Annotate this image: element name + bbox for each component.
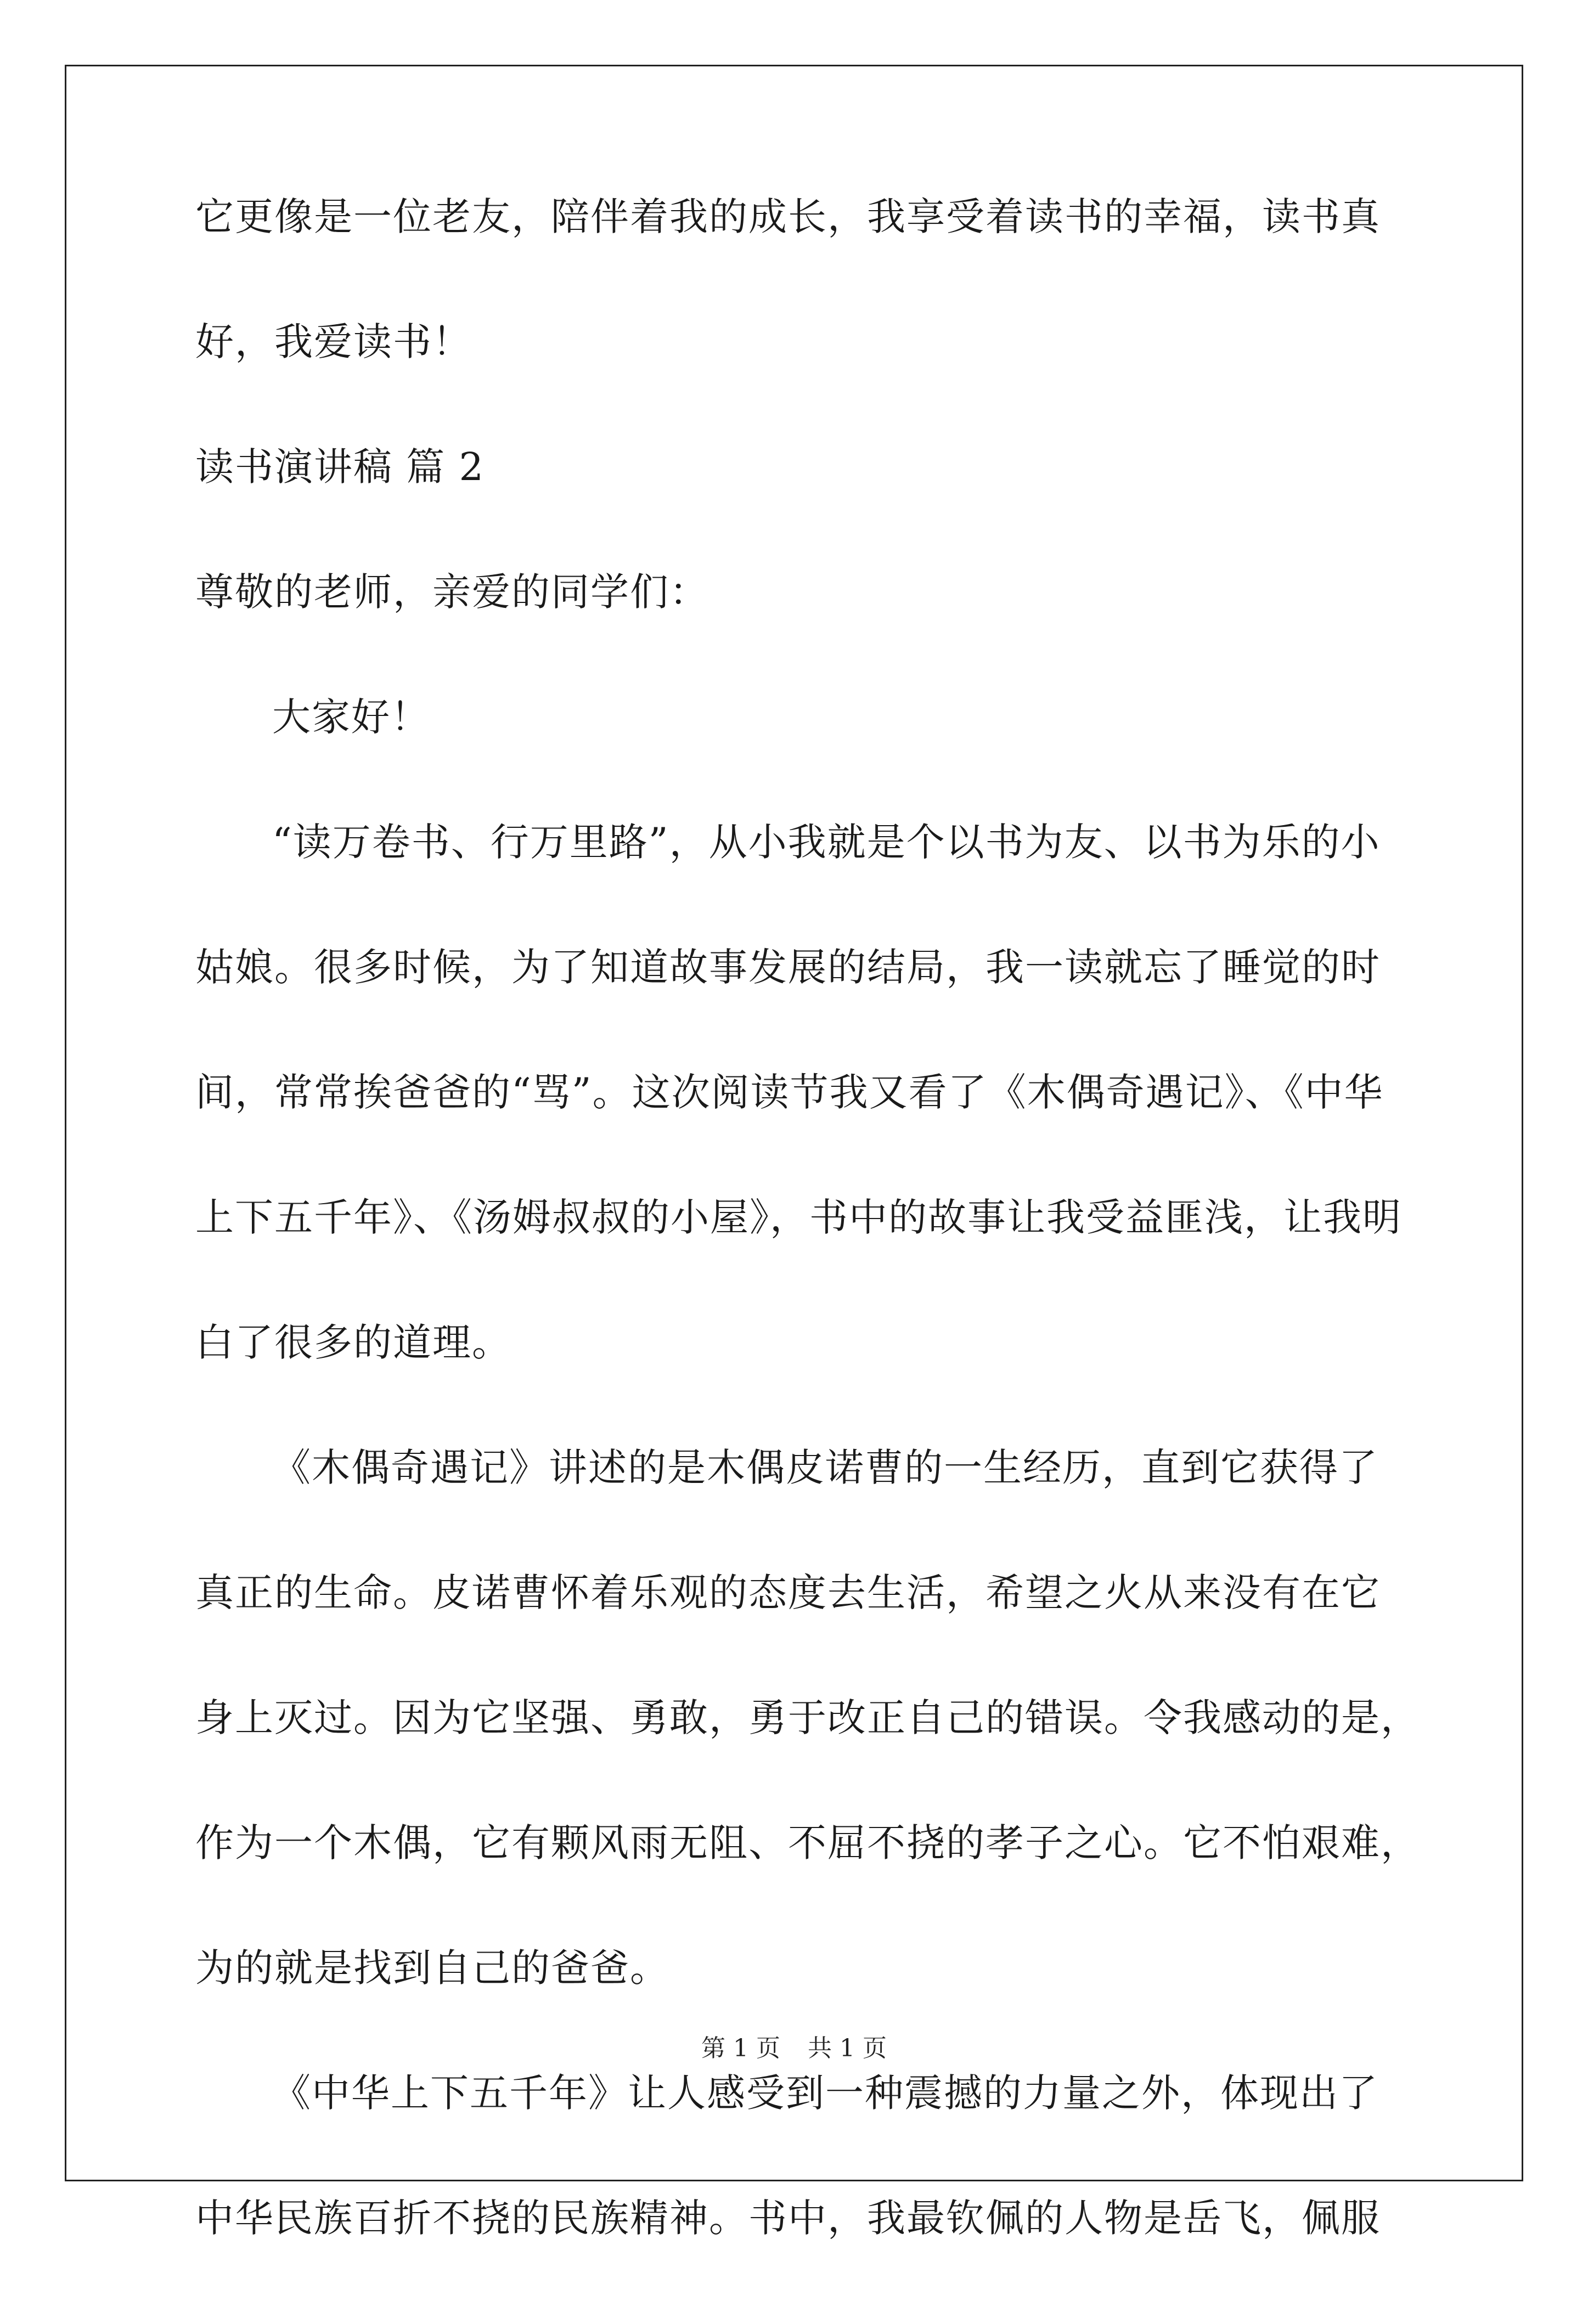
salutation: 尊敬的老师，亲爱的同学们： <box>195 569 709 614</box>
paragraph-line: 为的就是找到自己的爸爸。 <box>195 1945 669 1990</box>
page-footer <box>0 2034 1588 2062</box>
paragraph-line: 姑娘。很多时候，为了知道故事发展的结局，我一读就忘了睡觉的时 <box>195 945 1381 990</box>
paragraph-line: 作为一个木偶，它有颗风雨无阻、不屈不挠的孝子之心。它不怕艰难， <box>195 1820 1420 1865</box>
paragraph-line: 中华民族百折不挠的民族精神。书中，我最钦佩的人物是岳飞，佩服 <box>195 2196 1381 2241</box>
paragraph-line: 它更像是一位老友，陪伴着我的成长，我享受着读书的幸福，读书真 <box>195 194 1381 239</box>
document-body <box>195 194 1420 2324</box>
paragraph-line: “读万卷书、行万里路”，从小我就是个以书为友、以书为乐的小 <box>272 820 1381 865</box>
paragraph-line: 《中华上下五千年》让人感受到一种震撼的力量之外，体现出了 <box>272 2071 1378 2116</box>
paragraph-line: 好，我爱读书！ <box>195 319 472 364</box>
current-page-number: 第 1 页 <box>701 2034 780 2062</box>
section-heading: 读书演讲稿 篇 2 <box>195 444 485 489</box>
paragraph-line: 上下五千年》、《汤姆叔叔的小屋》，书中的故事让我受益匪浅，让我明 <box>195 1195 1402 1240</box>
paragraph-line: 身上灭过。因为它坚强、勇敢，勇于改正自己的错误。令我感动的是， <box>195 1695 1420 1740</box>
total-pages: 共 1 页 <box>808 2034 887 2062</box>
paragraph-line: 《木偶奇遇记》讲述的是木偶皮诺曹的一生经历，直到它获得了 <box>272 1445 1378 1490</box>
paragraph-line: 白了很多的道理。 <box>195 1320 511 1365</box>
greeting: 大家好！ <box>272 695 430 740</box>
paragraph-line: 间，常常挨爸爸的“骂”。这次阅读节我又看了《木偶奇遇记》、《中华 <box>195 1070 1384 1115</box>
paragraph-line: 真正的生命。皮诺曹怀着乐观的态度去生活，希望之火从来没有在它 <box>195 1570 1381 1615</box>
